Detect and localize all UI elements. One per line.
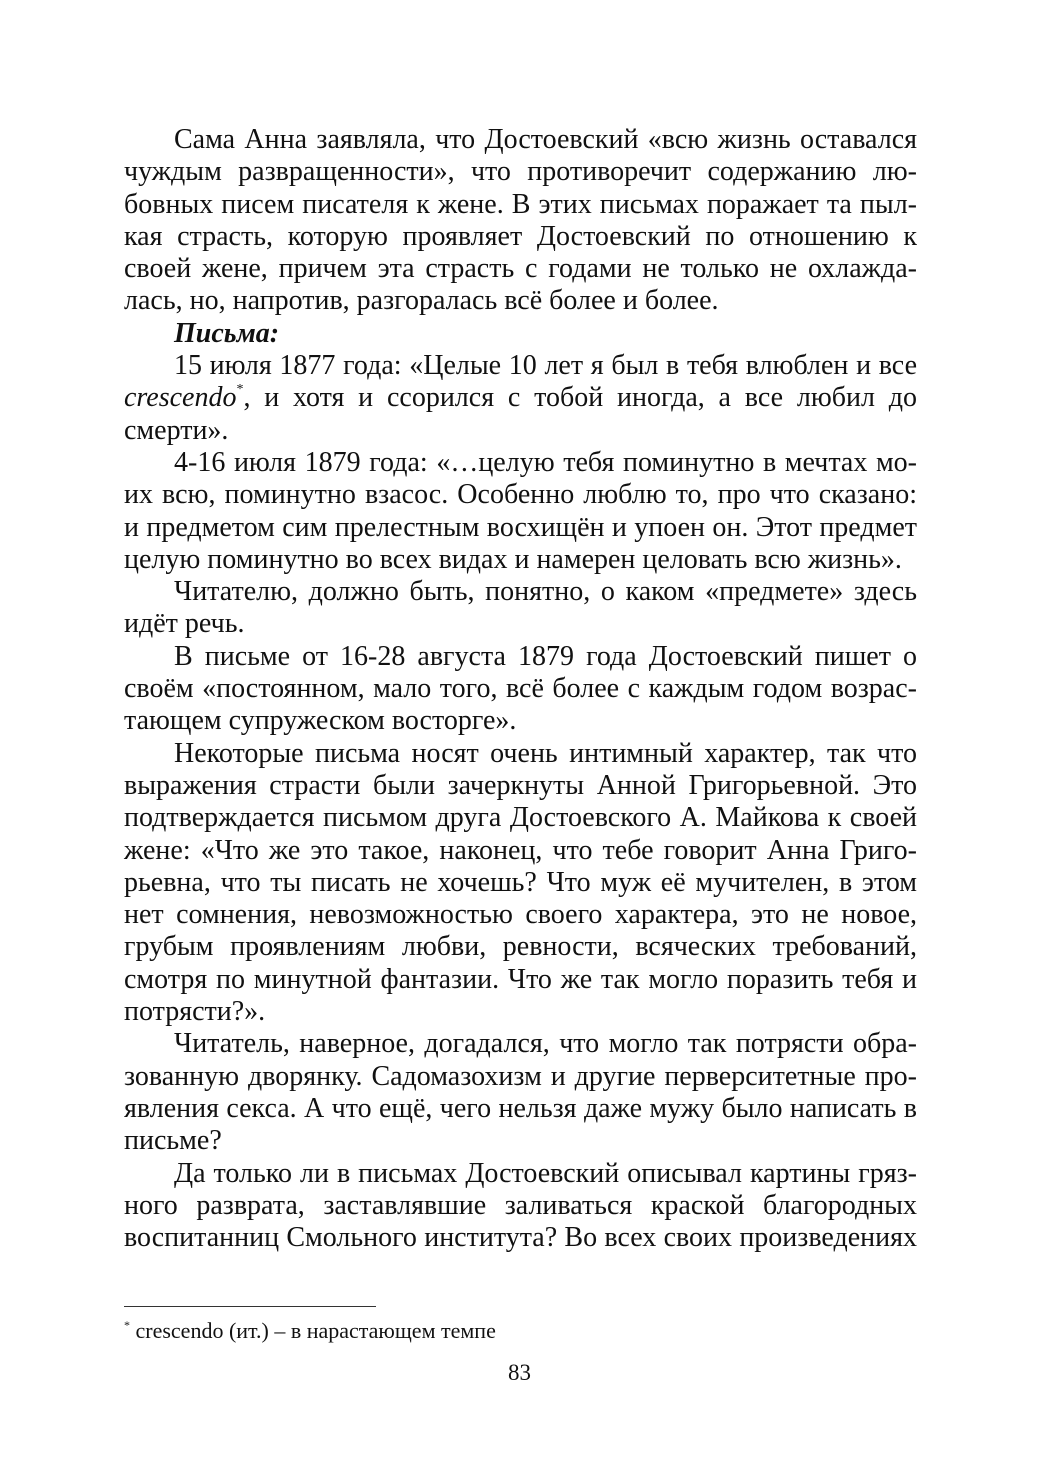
text-line: идёт речь. xyxy=(124,608,245,640)
text-line: явления секса. А что ещё, чего нельзя даже мужу было написать в xyxy=(124,1092,917,1124)
text-line: жене: «Что же это такое, наконец, что тебе говорит Анна Григо- xyxy=(124,834,917,866)
text-line: целую поминутно во всех видах и намерен целовать всю жизнь». xyxy=(124,543,902,575)
text-line: Да только ли в письмах Достоевский описывал картины гряз- xyxy=(174,1157,917,1189)
footnote-text: crescendo (ит.) – в нарастающем темпе xyxy=(130,1318,496,1343)
paragraph xyxy=(124,1158,917,1255)
text-line: кая страсть, которую проявляет Достоевский по отношению к xyxy=(124,220,917,252)
text-line: лась, но, напротив, разгоралась всё более и более. xyxy=(124,285,719,317)
text-line: Сама Анна заявляла, что Достоевский «всю жизнь оставался xyxy=(174,124,917,155)
footnote-marker: * xyxy=(236,382,244,398)
text-line: зованную дворянку. Садомазохизм и другие перверситетные про- xyxy=(124,1060,917,1092)
text-line: бовных писем писателя к жене. В этих письмах поражает та пыл- xyxy=(124,188,917,220)
text-line: 4-16 июля 1879 года: «…целую тебя поминутно в мечтах мо- xyxy=(174,446,917,478)
paragraph xyxy=(124,447,917,576)
text-line: рьевна, что ты писать не хочешь? Что муж её мучителен, в этом xyxy=(124,866,917,898)
text-line xyxy=(124,382,917,414)
text-line: Читателю, должно быть, понятно, о каком «предмете» здесь xyxy=(174,576,917,608)
footnote-marker: * xyxy=(124,1318,130,1332)
text-line: грубым проявлениям любви, ревности, всяческих требований, xyxy=(124,931,917,963)
footnote xyxy=(124,1318,496,1344)
text-line: тающем супружеском восторге». xyxy=(124,705,517,737)
paragraph xyxy=(124,124,917,318)
text-line: подтверждается письмом друга Достоевского А. Майкова к своей xyxy=(124,802,917,834)
text-line: своём «постоянном, мало того, всё более с каждым годом возрас- xyxy=(124,673,917,705)
text-line: Некоторые письма носят очень интимный характер, так что xyxy=(174,737,917,769)
text-line: 15 июля 1877 года: «Целые 10 лет я был в тебя влюблен и все xyxy=(174,350,917,382)
text-line: чуждым развращенности», что противоречит содержанию лю- xyxy=(124,156,917,188)
text-line: В письме от 16-28 августа 1879 года Достоевский пишет о xyxy=(174,640,917,672)
footnote-divider xyxy=(124,1306,376,1307)
text-line: их всю, поминутно взасос. Особенно люблю то, про что сказано: xyxy=(124,479,917,511)
text-line: потрясти?». xyxy=(124,996,266,1028)
page-number: 83 xyxy=(508,1360,531,1385)
italic-term: crescendo xyxy=(124,382,237,414)
text-fragment: , и хотя и ссорился с тобой иногда, а все любил до xyxy=(243,382,917,414)
paragraph xyxy=(124,350,917,447)
paragraph xyxy=(124,641,917,738)
paragraph xyxy=(124,738,917,1029)
text-line: нет сомнения, невозможностью своего характера, это не новое, xyxy=(124,899,917,931)
text-line: своей жене, причем эта страсть с годами не только не охлажда- xyxy=(124,253,917,285)
text-line: письме? xyxy=(124,1125,222,1157)
text-line: смотря по минутной фантазии. Что же так могло поразить тебя и xyxy=(124,963,917,995)
text-line: и предметом сим прелестным восхищён и упоен он. Этот предмет xyxy=(124,511,917,543)
text-line: смерти». xyxy=(124,414,229,446)
text-line: ного разврата, заставлявшие заливаться краской благородных xyxy=(124,1189,917,1221)
section-heading-text: Письма: xyxy=(174,317,280,349)
text-line: воспитанниц Смольного института? Во всех своих произведениях xyxy=(124,1222,917,1254)
paragraph xyxy=(124,1028,917,1157)
text-line: Читатель, наверное, догадался, что могло так потрясти обра- xyxy=(174,1028,917,1060)
section-heading xyxy=(124,318,917,350)
body-text xyxy=(124,124,917,1254)
paragraph xyxy=(124,576,917,641)
text-line: выражения страсти были зачеркнуты Анной Григорьевной. Это xyxy=(124,769,917,801)
